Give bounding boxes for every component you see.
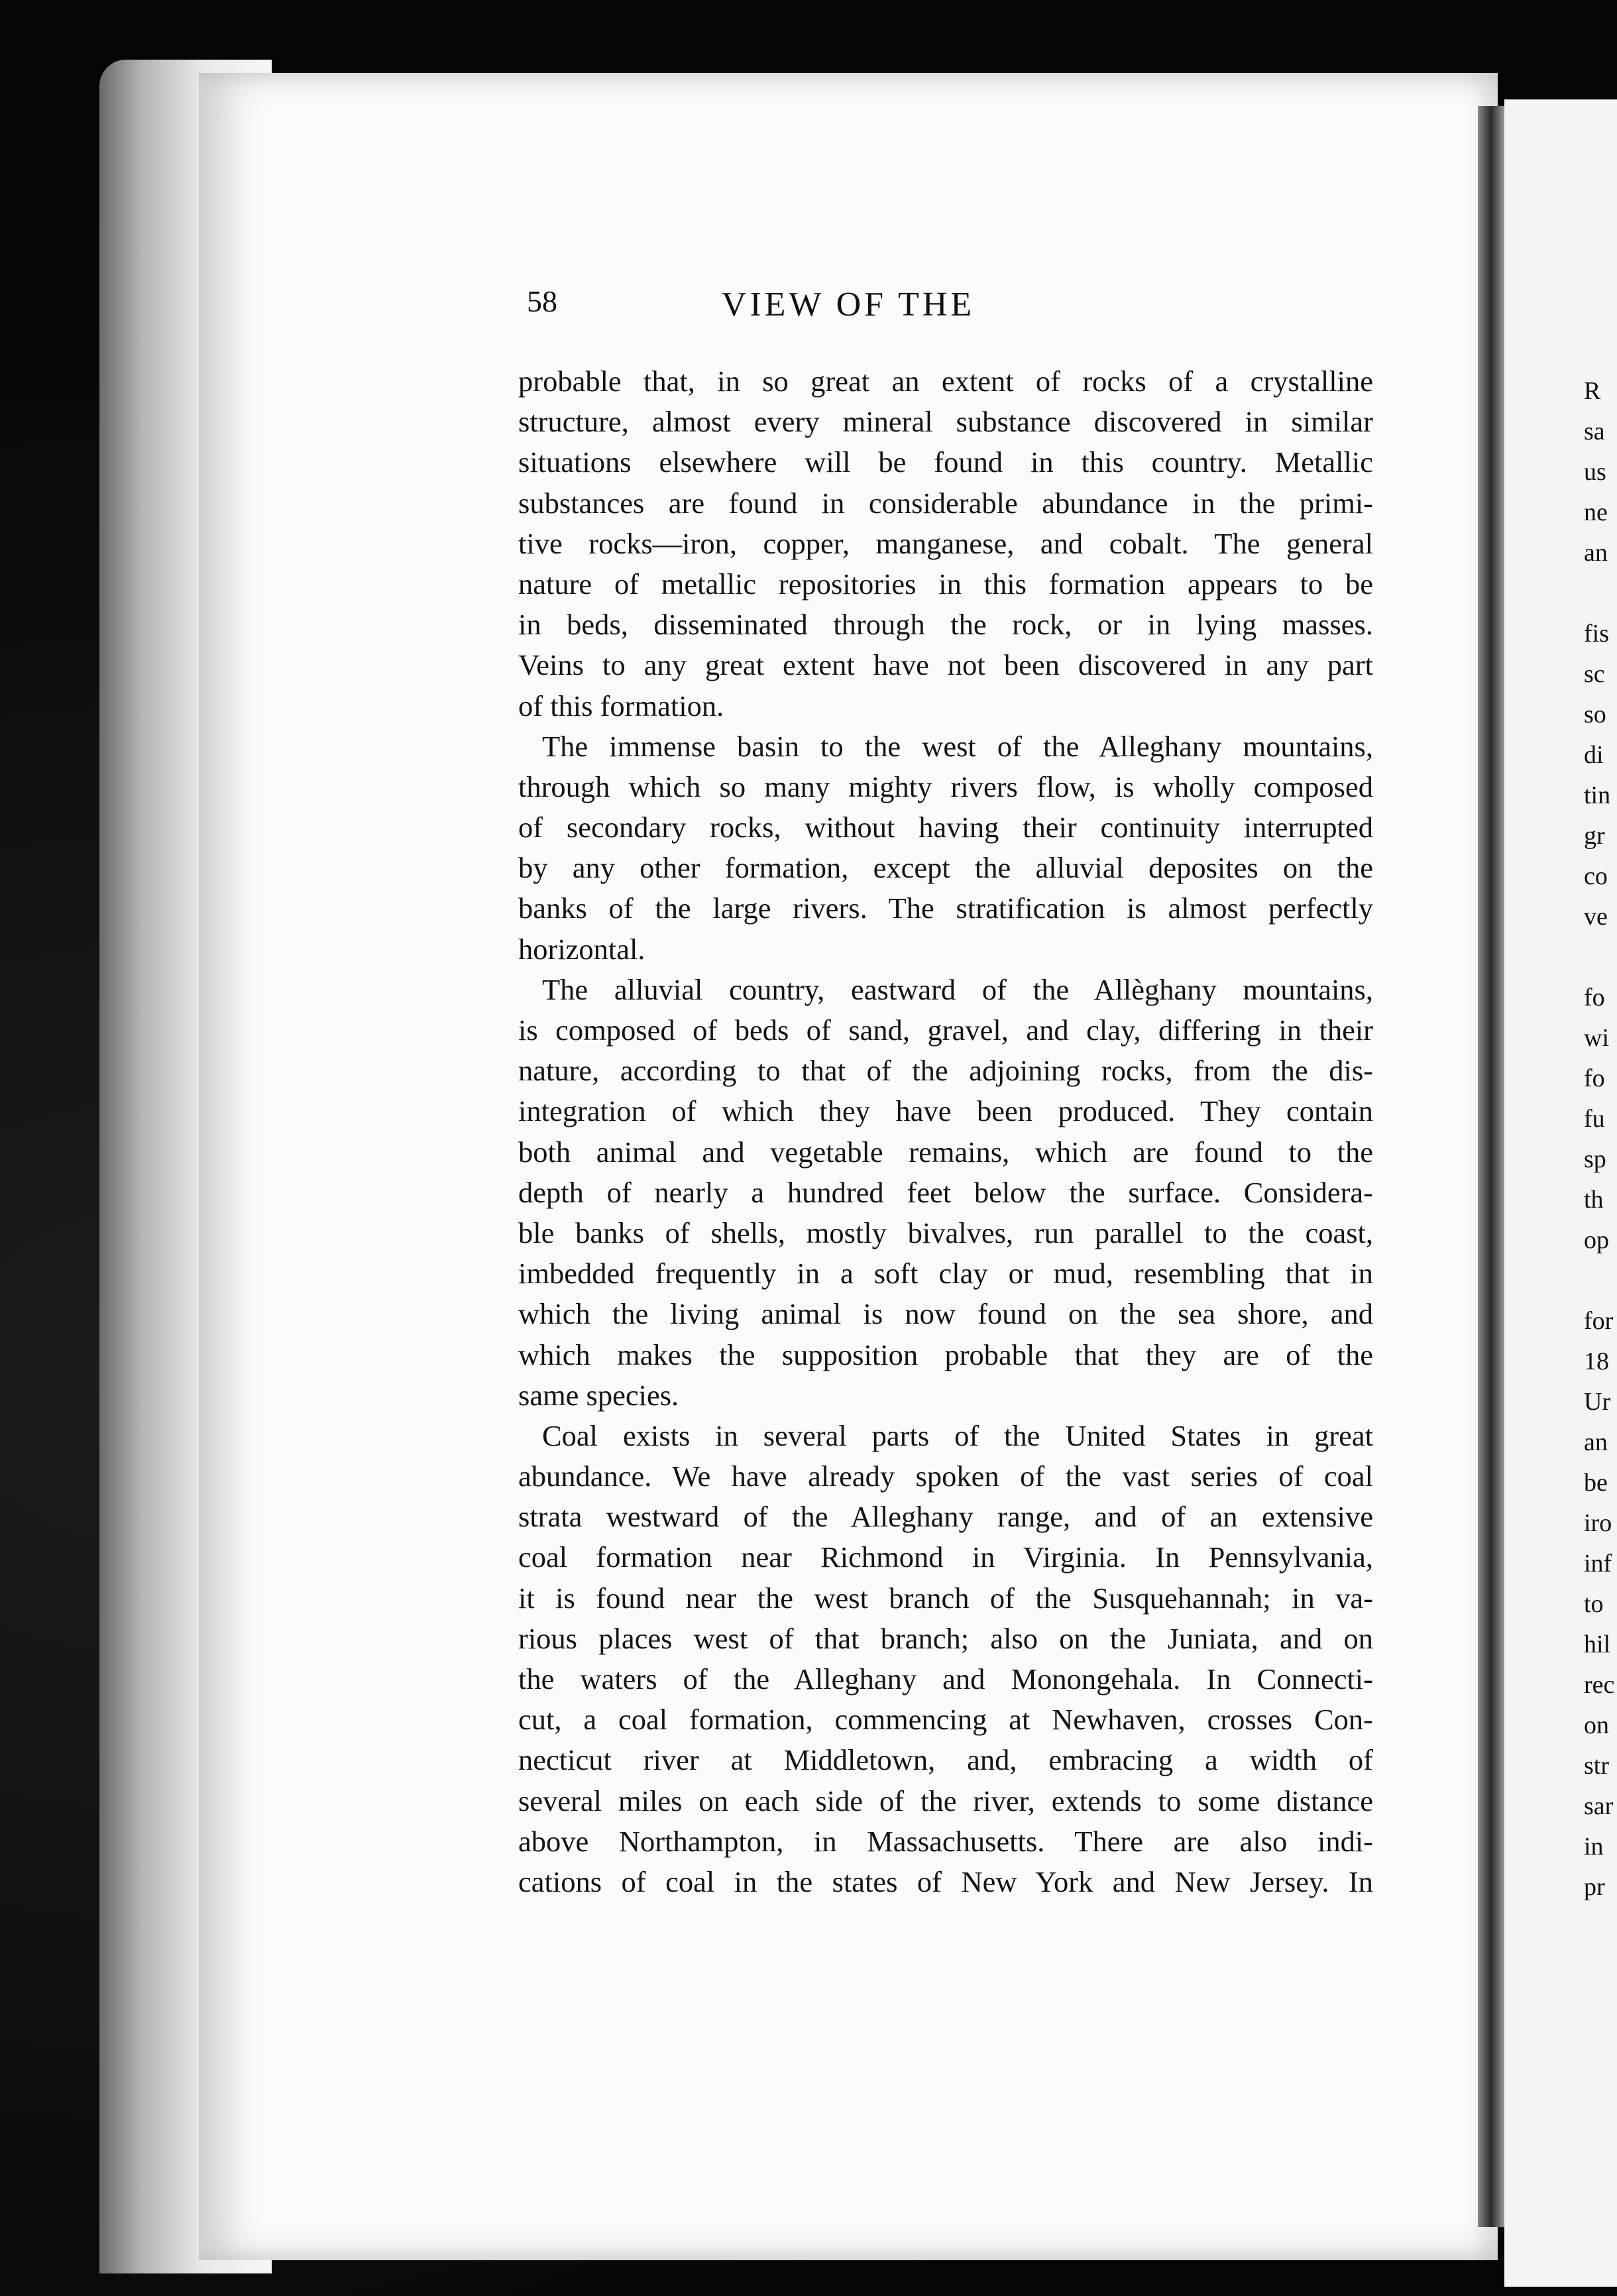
facing-fragment: iro [1584,1509,1612,1537]
text-line: imbedded frequently in a soft clay or mud, resembling that in [518,1257,1373,1291]
text-line: The immense basin to the west of the Alleghany mountains, [542,729,1373,763]
text-line: of this formation. [518,689,724,722]
text-line: above Northampton, in Massachusetts. There are also indi- [518,1824,1373,1858]
text-line: nature of metallic repositories in this formation appears to be [518,567,1373,601]
text-line: of secondary rocks, without having their continuity interrupted [518,811,1373,844]
facing-fragment: hil [1584,1631,1611,1658]
facing-fragment: Ur [1584,1388,1611,1416]
facing-fragment: wi [1584,1024,1609,1052]
facing-fragment: str [1584,1752,1609,1780]
text-line: same species. [518,1378,679,1412]
facing-fragment: sp [1584,1145,1606,1173]
text-line: coal formation near Richmond in Virginia. In Pennsylvania, [518,1540,1373,1574]
facing-fragment: fis [1584,620,1609,648]
facing-fragment: so [1584,701,1606,728]
facing-fragment: co [1584,862,1608,890]
text-line: several miles on each side of the river, extends to some distance [518,1784,1373,1817]
text-line: which makes the supposition probable that they are of the [518,1338,1373,1371]
facing-fragment: on [1584,1711,1609,1739]
facing-fragment: fu [1584,1105,1605,1133]
book-gutter [1478,106,1504,2227]
text-line: cations of coal in the states of New York and New Jersey. In [518,1865,1373,1898]
text-line: integration of which they have been produced. They contain [518,1094,1373,1128]
text-line: Veins to any great extent have not been discovered in any part [518,648,1373,682]
facing-fragment: gr [1584,822,1605,850]
facing-fragment: fo [1584,984,1605,1011]
facing-fragment: fo [1584,1064,1605,1092]
facing-fragment: for [1584,1307,1614,1335]
text-line: the waters of the Alleghany and Monongehala. In Connecti- [518,1662,1373,1695]
text-line: probable that, in so great an extent of rocks of a crystalline [518,365,1373,398]
text-line: situations elsewhere will be found in this country. Metallic [518,445,1373,479]
text-line: The alluvial country, eastward of the Allèghany mountains, [542,972,1373,1006]
text-line: nature, according to that of the adjoining rocks, from the dis- [518,1054,1373,1088]
running-head: VIEW OF THE [721,286,976,323]
body-text [518,361,1373,1902]
text-line: which the living animal is now found on the sea shore, and [518,1297,1373,1331]
text-line: it is found near the west branch of the Susquehannah; in va- [518,1581,1373,1615]
text-line: ble banks of shells, mostly bivalves, run parallel to the coast, [518,1216,1373,1249]
facing-fragment: an [1584,1428,1608,1456]
text-line: in beds, disseminated through the rock, or in lying masses. [518,608,1373,642]
facing-fragment [1584,573,1617,614]
facing-fragment: sa [1584,418,1605,445]
facing-fragment: R [1584,377,1601,405]
text-line: substances are found in considerable abundance in the primi- [518,486,1373,520]
text-line: tive rocks—iron, copper, manganese, and cobalt. The general [518,526,1373,560]
facing-fragment: rec [1584,1671,1615,1699]
text-line: both animal and vegetable remains, which are found to the [518,1135,1373,1169]
text-line: structure, almost every mineral substance discovered in similar [518,405,1373,439]
facing-fragment [1584,1261,1617,1301]
facing-fragment: ve [1584,903,1608,931]
text-line: horizontal. [518,932,645,966]
text-line: cut, a coal formation, commencing at Newhaven, crosses Con- [518,1703,1373,1737]
facing-fragment [1584,937,1617,978]
facing-fragment: op [1584,1226,1609,1254]
facing-fragment: inf [1584,1550,1612,1578]
facing-fragment: an [1584,539,1608,567]
facing-fragment: ne [1584,498,1608,526]
text-line: depth of nearly a hundred feet below the surface. Considera- [518,1175,1373,1209]
text-line: necticut river at Middletown, and, embracing a width of [518,1743,1373,1777]
facing-fragment: pr [1584,1873,1605,1901]
page-number: 58 [527,284,557,318]
facing-fragment: to [1584,1590,1604,1618]
facing-fragment: in [1584,1833,1604,1861]
facing-fragment: th [1584,1186,1604,1214]
facing-page-text-fragments [1584,371,1617,1908]
text-line: by any other formation, except the alluvial deposites on the [518,851,1373,885]
facing-fragment: be [1584,1469,1608,1497]
facing-fragment: 18 [1584,1348,1609,1375]
text-line: is composed of beds of sand, gravel, and clay, differing in their [518,1013,1373,1047]
text-line: strata westward of the Alleghany range, and of an extensive [518,1500,1373,1534]
text-line: through which so many mighty rivers flow, is wholly composed [518,770,1373,803]
text-line: rious places west of that branch; also on the Juniata, and on [518,1621,1373,1655]
facing-fragment: sc [1584,660,1605,688]
facing-fragment: us [1584,458,1606,486]
facing-fragment: sar [1584,1792,1614,1820]
facing-fragment: tin [1584,781,1611,809]
text-line: abundance. We have already spoken of the vast series of coal [518,1460,1373,1493]
facing-fragment: di [1584,741,1604,769]
text-line: Coal exists in several parts of the United States in great [542,1418,1373,1452]
text-line: banks of the large rivers. The stratification is almost perfectly [518,891,1373,925]
